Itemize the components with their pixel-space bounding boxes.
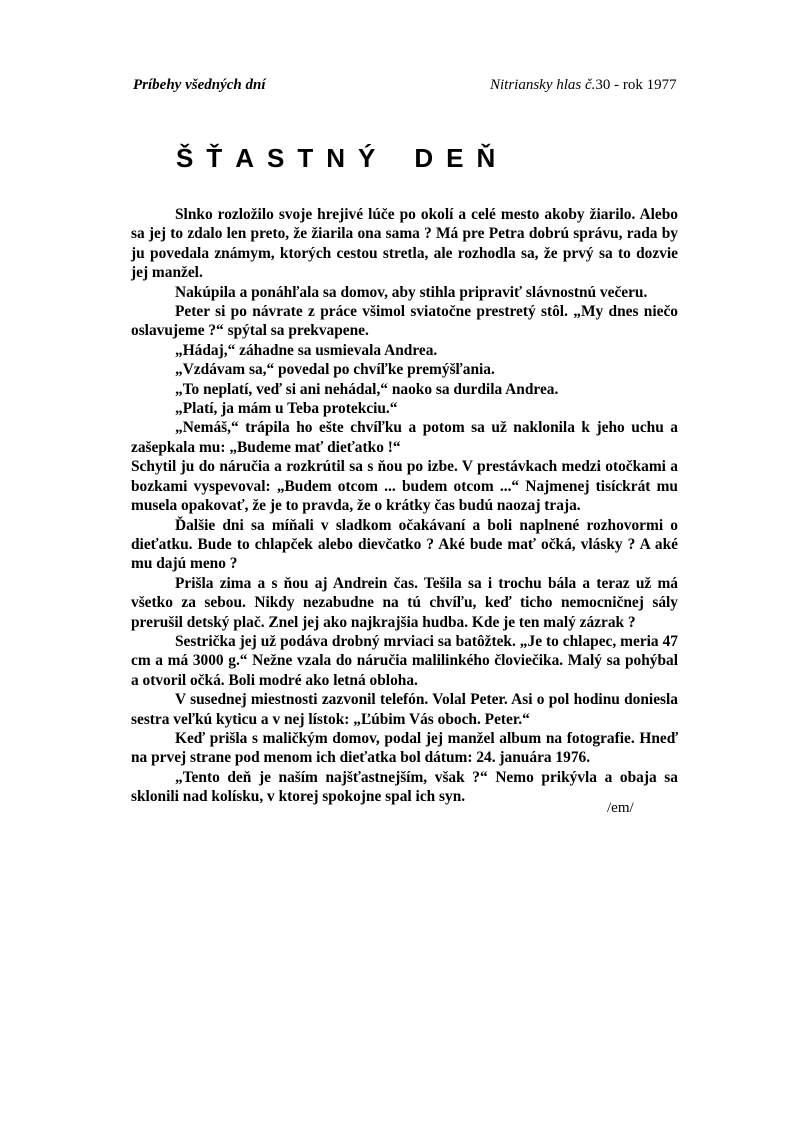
paragraph: „Hádaj,“ záhadne sa usmievala Andrea. [175,341,438,359]
paragraph: „Platí, ja mám u Teba protekciu.“ [175,400,398,418]
story-body [131,205,678,807]
story-title-word-2: DEŇ [414,143,509,173]
paragraph: Schytil ju do náručia a rozkrútil sa s ňou po izbe. V prestávkach medzi otočkami a bozkami vyspevoval: „Budem otcom ... budem otcom ...“ Najmenej tisíckrát mu musela opakovať, že je to pravda, že o krátky čas budú naozaj traja. [131,458,678,515]
story-title [176,143,508,174]
series-title: Príbehy všedných dní [133,77,266,93]
paragraph: Nakúpila a ponáhľala sa domov, aby stihla pripraviť slávnostnú večeru. [175,283,648,301]
author-signature: /em/ [607,800,634,816]
story-title-word-1: ŠŤASTNÝ [176,143,389,173]
paragraph: Keď prišla s maličkým domov, podal jej manžel album na fotografie. Hneď na prvej strane pod menom ich dieťatka bol dátum: 24. januára 1976. [131,729,678,767]
publication-name: Nitriansky hlas č. [490,77,596,93]
paragraph: Slnko rozložilo svoje hrejivé lúče po okolí a celé mesto akoby žiarilo. Alebo sa jej to zdalo len preto, že žiarila ona sama ? Má pre Petra dobrú správu, rada by ju povedala známym, ktorých cestou stretla, ale rozhodla sa, že prvý sa to dozvie jej manžel. [131,206,678,282]
paragraph: Prišla zima a s ňou aj Andrein čas. Tešila sa i trochu bála a teraz už má všetko za sebou. Nikdy nezabudne na tú chvíľu, keď ticho nemocničnej sály prerušil detský plač. Znel jej ako najkrajšia hudba. Kde je ten malý zázrak ? [131,574,678,631]
paragraph: Peter si po návrate z práce všimol sviatočne prestretý stôl. „My dnes niečo oslavujeme ?“ spýtal sa prekvapene. [131,303,678,340]
paragraph: „To neplatí, veď si ani nehádal,“ naoko sa durdila Andrea. [175,380,559,398]
issue-number: 30 - rok 1977 [595,77,677,93]
publication-info [490,77,677,94]
paragraph: „Tento deň je naším najšťastnejším, však ?“ Nemo prikývla a obaja sa sklonili nad kolísku, v ktorej spokojne spal ich syn. [131,768,678,806]
paragraph: Sestrička jej už podáva drobný mrviaci sa batôžtek. „Je to chlapec, meria 47 cm a má 3000 g.“ Nežne vzala do náručia malilinkého človiečika. Malý sa pohýbal a otvoril očká. Boli modré ako letná obloha. [131,632,678,689]
paragraph: Ďalšie dni sa míňali v sladkom očakávaní a boli naplnené rozhovormi o dieťatku. Bude to chlapček alebo dievčatko ? Aké bude mať očká, vlásky ? A aké mu dajú meno ? [131,516,678,573]
paragraph: „Nemáš,“ trápila ho ešte chvíľku a potom sa už naklonila k jeho uchu a zašepkala mu: „Budeme mať dieťatko !“ [131,419,678,456]
paragraph: „Vzdávam sa,“ povedal po chvíľke premýšľania. [175,361,495,379]
paragraph: V susednej miestnosti zazvonil telefón. Volal Peter. Asi o pol hodinu doniesla sestra veľkú kyticu a v nej lístok: „Ľúbim Vás oboch. Peter.“ [131,691,678,728]
